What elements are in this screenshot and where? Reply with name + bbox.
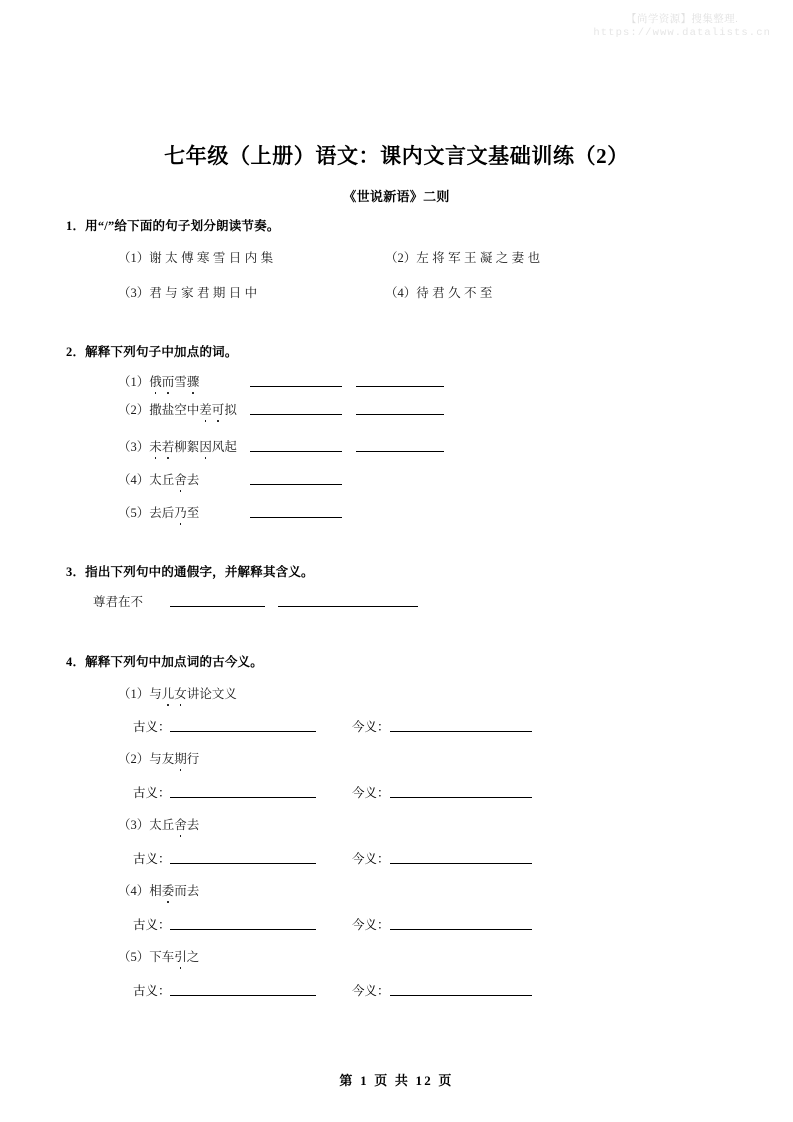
question-4-item-4 bbox=[118, 881, 199, 899]
item-label: （1） bbox=[118, 375, 150, 389]
question-2-item-1 bbox=[118, 372, 199, 390]
page-subtitle: 《世说新语》二则 bbox=[343, 189, 450, 204]
page-title: 七年级（上册）语文：课内文言文基础训练（2） bbox=[164, 144, 629, 168]
question-4-item-4-modern-label: 今义： bbox=[352, 918, 390, 932]
question-4-item-3-ancient-blank[interactable] bbox=[170, 863, 316, 864]
page-footer: 第 1 页 共 12 页 bbox=[339, 1073, 454, 1088]
question-4-item-5-ancient-label: 古义： bbox=[133, 984, 171, 998]
question-4-item-5 bbox=[118, 947, 199, 965]
question-2-item-5 bbox=[118, 503, 199, 521]
question-4-item-4-ancient-blank[interactable] bbox=[170, 929, 316, 930]
question-1-item-2 bbox=[385, 248, 543, 266]
item-label: （4） bbox=[118, 884, 150, 898]
question-3-text: 指出下列句中的通假字，并解释其含义。 bbox=[85, 565, 314, 579]
item-text: 待君久不至 bbox=[416, 286, 496, 300]
question-2-text: 解释下列句子中加点的词。 bbox=[85, 345, 238, 359]
item-text: 谢太傅寒雪日内集 bbox=[149, 251, 277, 265]
question-2-item-2-blank-2[interactable] bbox=[356, 414, 444, 415]
question-3-heading bbox=[66, 562, 314, 580]
question-4-heading bbox=[66, 652, 263, 670]
item-label: （4） bbox=[118, 473, 150, 487]
question-2-item-3 bbox=[118, 437, 237, 455]
question-4-item-1-ancient-blank[interactable] bbox=[170, 731, 316, 732]
watermark bbox=[593, 12, 771, 40]
item-label: （1） bbox=[118, 687, 150, 701]
item-text: 尊君在不 bbox=[93, 595, 144, 609]
question-4-item-1-ancient-label: 古义： bbox=[133, 720, 171, 734]
question-1-heading bbox=[66, 216, 280, 234]
question-1-item-3 bbox=[118, 283, 261, 301]
question-3-item-1 bbox=[93, 592, 143, 610]
question-2-item-2-blank-1[interactable] bbox=[250, 414, 342, 415]
question-2-item-4-blank-1[interactable] bbox=[250, 484, 342, 485]
item-label: （2） bbox=[118, 752, 150, 766]
item-text: 俄而雪骤 bbox=[149, 375, 199, 389]
item-text: 太丘舍去 bbox=[149, 818, 199, 832]
question-4-text: 解释下列句中加点词的古今义。 bbox=[85, 655, 263, 669]
item-label: （4） bbox=[385, 286, 417, 300]
question-4-item-3-modern-label: 今义： bbox=[352, 852, 390, 866]
question-4-number: 4． bbox=[66, 655, 86, 669]
question-2-number: 2． bbox=[66, 345, 86, 359]
question-1-item-4 bbox=[385, 283, 496, 301]
question-4-item-1 bbox=[118, 684, 237, 702]
watermark-url: https://www.datalists.cn bbox=[593, 27, 771, 40]
question-4-item-2-modern-label: 今义： bbox=[352, 786, 390, 800]
question-4-item-5-ancient-blank[interactable] bbox=[170, 995, 316, 996]
question-2-item-4 bbox=[118, 470, 199, 488]
item-label: （3） bbox=[118, 286, 150, 300]
question-3-number: 3． bbox=[66, 565, 86, 579]
question-4-item-3-modern-blank[interactable] bbox=[390, 863, 532, 864]
item-label: （5） bbox=[118, 506, 150, 520]
item-text: 与友期行 bbox=[149, 752, 199, 766]
item-text: 左将军王凝之妻也 bbox=[416, 251, 544, 265]
item-text: 相委而去 bbox=[149, 884, 199, 898]
question-2-item-1-blank-1[interactable] bbox=[250, 386, 342, 387]
item-label: （1） bbox=[118, 251, 150, 265]
question-4-item-1-modern-blank[interactable] bbox=[390, 731, 532, 732]
watermark-source-label: 【尚学资源】搜集整理. bbox=[626, 13, 739, 25]
item-label: （5） bbox=[118, 950, 150, 964]
question-2-heading bbox=[66, 342, 238, 360]
item-label: （2） bbox=[118, 403, 150, 417]
question-4-item-1-modern-label: 今义： bbox=[352, 720, 390, 734]
item-text: 与儿女讲论文义 bbox=[149, 687, 237, 701]
question-1-text: 用“/”给下面的句子划分朗读节奏。 bbox=[85, 219, 280, 233]
item-text: 君与家君期日中 bbox=[149, 286, 261, 300]
question-4-item-3 bbox=[118, 815, 199, 833]
question-4-item-3-ancient-label: 古义： bbox=[133, 852, 171, 866]
question-4-item-2-modern-blank[interactable] bbox=[390, 797, 532, 798]
question-2-item-3-blank-1[interactable] bbox=[250, 451, 342, 452]
question-2-item-5-blank-1[interactable] bbox=[250, 517, 342, 518]
item-label: （2） bbox=[385, 251, 417, 265]
item-text: 未若柳絮因风起 bbox=[149, 440, 237, 454]
question-4-item-5-modern-blank[interactable] bbox=[390, 995, 532, 996]
question-4-item-2-ancient-blank[interactable] bbox=[170, 797, 316, 798]
question-1-number: 1． bbox=[66, 219, 86, 233]
question-3-item-1-blank-2[interactable] bbox=[278, 606, 418, 607]
question-4-item-4-ancient-label: 古义： bbox=[133, 918, 171, 932]
item-text: 去后乃至 bbox=[149, 506, 199, 520]
item-text: 下车引之 bbox=[149, 950, 199, 964]
question-3-item-1-blank-1[interactable] bbox=[170, 606, 265, 607]
item-text: 撒盐空中差可拟 bbox=[149, 403, 237, 417]
question-4-item-2 bbox=[118, 749, 199, 767]
question-4-item-5-modern-label: 今义： bbox=[352, 984, 390, 998]
item-label: （3） bbox=[118, 440, 150, 454]
question-2-item-1-blank-2[interactable] bbox=[356, 386, 444, 387]
question-2-item-3-blank-2[interactable] bbox=[356, 451, 444, 452]
question-1-item-1 bbox=[118, 248, 276, 266]
question-4-item-2-ancient-label: 古义： bbox=[133, 786, 171, 800]
question-4-item-4-modern-blank[interactable] bbox=[390, 929, 532, 930]
question-2-item-2 bbox=[118, 400, 237, 418]
item-text: 太丘舍去 bbox=[149, 473, 199, 487]
item-label: （3） bbox=[118, 818, 150, 832]
